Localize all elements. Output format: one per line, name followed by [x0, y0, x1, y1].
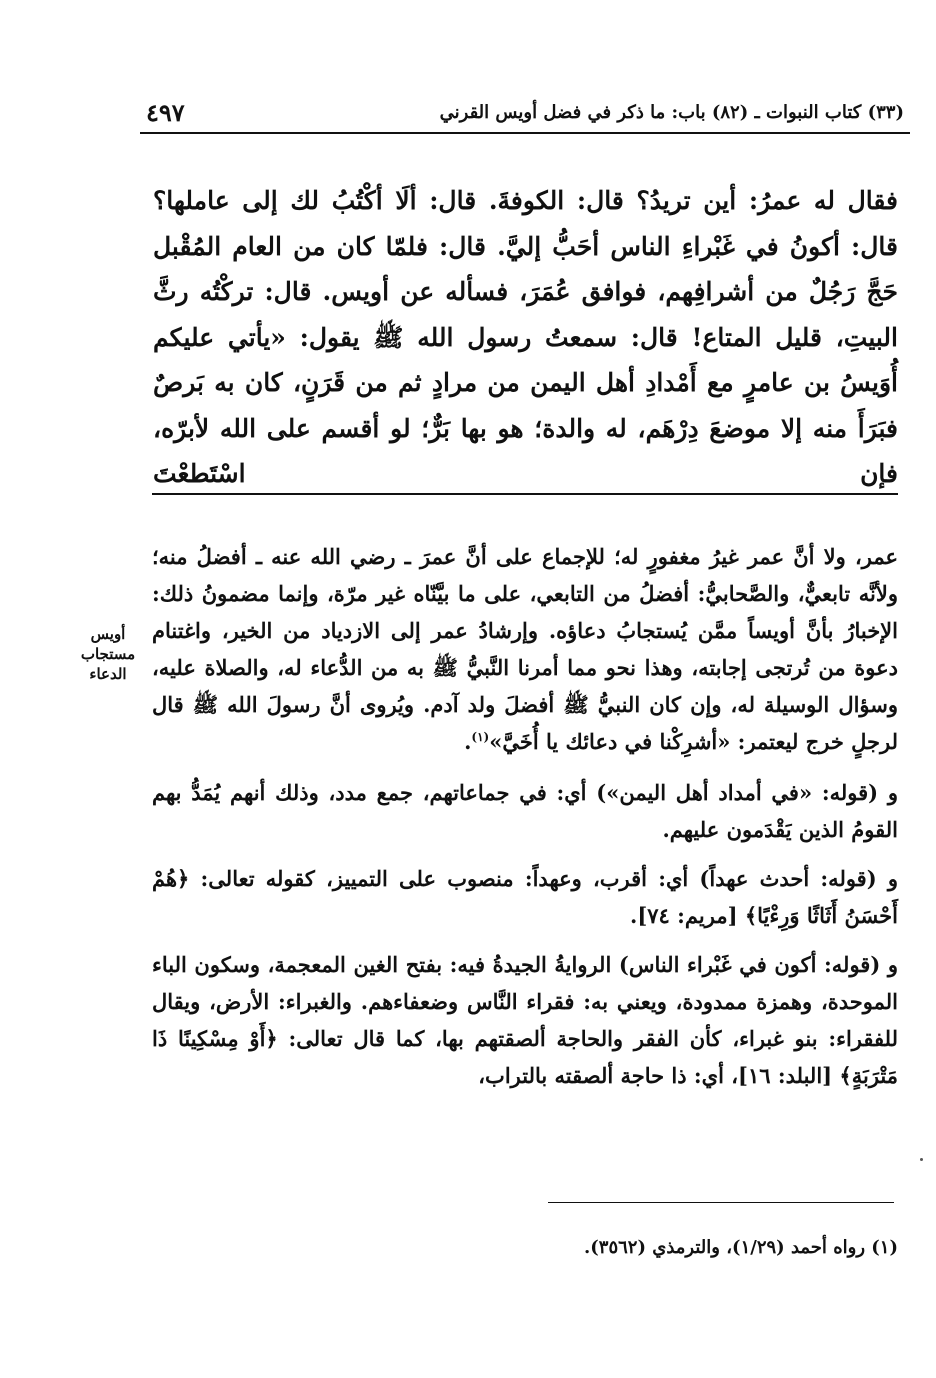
page-number: ٤٩٧ [146, 98, 185, 127]
footnote-divider [548, 1202, 894, 1203]
margin-note-line-3: الدعاء [89, 665, 127, 683]
quran-verse: ﴿هُمْ أَحْسَنُ أَثَاثًا وَرِءْيًا﴾ [152, 866, 898, 928]
commentary-paragraph-2: و (قوله: «في أمداد أهل اليمن») أي: في جماعاتهم، جمع مدد، وذلك أنهم يُمَدُّ بهم القومُ الذين يَقْدَمون عليهم. [152, 780, 898, 842]
quran-verse: ﴿أَوْ مِسْكِينًا ذَا مَتْرَبَةٍ﴾ [152, 1026, 898, 1088]
page-header [140, 96, 910, 134]
commentary-paragraph-4 [152, 946, 898, 1094]
commentary-p3-text-b: [مريم: ٧٤]. [630, 903, 745, 928]
commentary-p4-text-b: [البلد: ١٦]، أي: ذا حاجة ألصقته بالتراب، [478, 1063, 840, 1088]
commentary-p1-end: . [464, 729, 472, 754]
commentary-p3-text-a: و (قوله: أحدث عهداً) أي: أقرب، وعهداً: منصوب على التمييز، كقوله تعالى: [189, 866, 898, 891]
footnote: (١) رواه أحمد (١/٢٩)، والترمذي (٣٥٦٢). [584, 1237, 898, 1258]
footnote-reference: (١) [471, 730, 490, 744]
margin-note-line-1: أويس [90, 625, 126, 643]
margin-note-line-2: مستجاب [80, 645, 136, 663]
commentary-p4-text-a: و (قوله: أكون في غَبْراء الناس) الروايةُ الجيدةُ فيه: بفتح الغين المعجمة، وسكون الباء الموحدة، وهمزة ممدودة، ويعني به: فقراء النَّاس وضعفاءهم. والغبراء: الأرض، ويقال للفقراء: بنو غبراء، كأن الفقر والحاجة ألصقتهم بها، كما قال تعالى: [152, 952, 898, 1051]
commentary [152, 538, 898, 1106]
commentary-paragraph-1 [152, 538, 898, 760]
commentary-paragraph-3 [152, 860, 898, 934]
running-title: (٣٣) كتاب النبوات ـ (٨٢) باب: ما ذكر في فضل أويس القرني [439, 102, 904, 123]
scan-speck [920, 1158, 923, 1161]
margin-note [68, 624, 148, 684]
commentary-p1-text: عمر، ولا أنَّ عمر غيرُ مغفورٍ له؛ للإجماع على أنَّ عمرَ ـ رضي الله عنه ـ أفضلُ منه؛ ولأنَّه تابعيٌّ، والصَّحابيُّ: أفضلُ من التابعي، على ما بيَّنّاه غير مرّة، وإنما مضمونُ ذلك: الإخبارُ بأنَّ أويساً ممَّن يُستجابُ دعاؤه. وإرشادُ عمر إلى الازدياد من الخير، واغتنام دعوة من تُرتجى إجابته، وهذا نحو مما أمرنا النَّبيُّ ﷺ به من الدُّعاء له، والصلاة عليه، وسؤال الوسيلة له، وإن كان النبيُّ ﷺ أفضلَ ولد آدم. ويُروى أنَّ رسولَ الله ﷺ قال لرجلٍ خرج ليعتمر: «أشرِكْنا في دعائك يا أُخَيَّ» [152, 544, 898, 754]
hadith-text: فقال له عمرُ: أين تريدُ؟ قال: الكوفةَ. قال: ألَا أكْتُبُ لك إلى عاملها؟ قال: أكونُ في غَبْراءِ الناس أحَبُّ إليَّ. قال: فلمّا كان من العام المُقْبل حَجَّ رَجُلٌ من أشرافِهم، فوافق عُمَرَ، فسأله عن أويس. قال: تركْتُه رثَّ البيتِ، قليل المتاع! قال: سمعتُ رسول الله ﷺ يقول: «يأتي عليكم أُوَيسُ بن عامرٍ مع أَمْدادِ أهل اليمن من مرادٍ ثم من قَرَنٍ، كان به بَرصٌ فبَرَأَ منه إلا موضعَ دِرْهَم، له والدة؛ هو بها بَرٌّ؛ لو أقسم على الله لأبرّه، فإن اسْتَطعْتَ [153, 186, 898, 488]
section-divider [152, 493, 898, 495]
